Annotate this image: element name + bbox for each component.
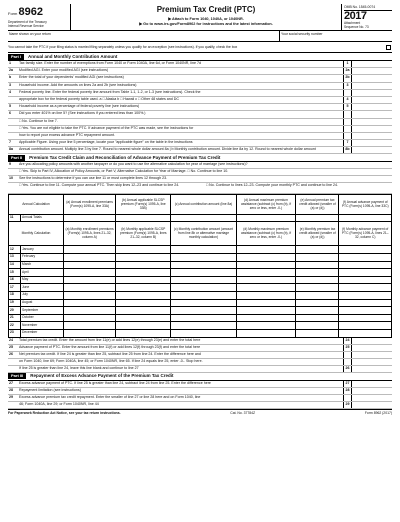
line-box-label: 25 (343, 345, 351, 351)
month-amount-cell[interactable] (64, 292, 116, 300)
form-line (8, 119, 392, 126)
attach-instruction: ▶ Attach to Form 1040, 1040A, or 1040NR. (168, 16, 244, 21)
department-label: Department of the Treasury Internal Revenue Service (8, 20, 47, 28)
annual-col-b: (b) Annual applicable SLCSP premium (Form(s) 1095-A, line 33B) (116, 195, 171, 215)
form-line (8, 345, 392, 352)
month-amount-cell[interactable] (236, 329, 296, 337)
attachment-sequence: Attachment Sequence No. 73 (344, 21, 369, 29)
part1-label: Part I (8, 54, 24, 60)
month-amount-cell[interactable] (296, 269, 339, 277)
line-amount-field[interactable] (351, 147, 392, 153)
form-page (8, 4, 392, 415)
line-amount-field[interactable] (351, 338, 392, 344)
line-text: Enter the total of your dependents' modified AGI (see instructions) (19, 75, 124, 80)
month-amount-cell[interactable] (339, 269, 392, 277)
name-ssn-row (8, 31, 392, 42)
footer-form-id: Form 8962 (2017) (364, 410, 392, 415)
line-number: 28 (9, 387, 13, 392)
month-amount-cell[interactable] (171, 314, 236, 322)
annual-col-c: (c) Annual contribution amount (line 8a) (171, 195, 236, 215)
form-line (8, 395, 392, 402)
footer-cat-number: Cat. No. 37784Z (230, 410, 256, 415)
part1-lines (8, 61, 392, 154)
notice-text: You cannot take the PTC if your filing status is married filing separately unless you qualify for an exception (see instructions). If you qualify, check the box (8, 44, 238, 49)
line-number (8, 133, 18, 139)
month-line-number: 21 (9, 314, 21, 322)
month-amount-cell[interactable] (171, 322, 236, 330)
line-text: Total premium tax credit. Enter the amount from line 11(e) or add lines 12(e) through 23(e) and enter the total here (19, 337, 201, 342)
form-line (8, 68, 392, 75)
month-amount-cell[interactable] (116, 299, 171, 307)
form-line (8, 140, 392, 147)
line-number (8, 366, 18, 372)
month-amount-cell[interactable] (171, 307, 236, 315)
month-amount-cell[interactable] (236, 307, 296, 315)
line-amount-field[interactable] (351, 381, 392, 387)
month-name: November (21, 322, 64, 330)
month-line-number: 14 (9, 261, 21, 269)
month-amount-cell[interactable] (64, 299, 116, 307)
month-line-number: 20 (9, 307, 21, 315)
monthly-col-f: (f) Monthly advance payment of PTC (Form(s) 1095-A, lines 21–32, column C) (339, 222, 392, 246)
line-text: Household income. Add the amounts on lines 2a and 2b (see instructions) (19, 82, 137, 87)
form-line (8, 90, 392, 97)
form-line (8, 75, 392, 82)
month-amount-cell[interactable] (116, 322, 171, 330)
line-number (8, 126, 18, 132)
line-text: Did you enter 401% on line 5? (See instructions if you entered less than 100%.) (19, 111, 146, 116)
footer-paperwork-notice: For Paperwork Reduction Act Notice, see your tax return instructions. (8, 410, 121, 415)
month-amount-cell[interactable] (296, 322, 339, 330)
line-box-label: 27 (343, 381, 351, 387)
month-line-number: 13 (9, 254, 21, 262)
month-amount-cell[interactable] (171, 299, 236, 307)
month-amount-cell[interactable] (236, 246, 296, 254)
annual-col-e: (e) Annual premium tax credit allowed (smaller of (a) or (d)) (296, 195, 339, 215)
month-amount-cell[interactable] (339, 307, 392, 315)
line-10: 10 See the instructions to determine if you can use line 11 or must complete lines 12 through 23. (8, 176, 392, 183)
form-word: Form (8, 11, 18, 16)
table-row (9, 329, 392, 337)
line-number (8, 119, 18, 125)
line-amount-field[interactable] (351, 402, 392, 408)
table-row (9, 284, 392, 292)
month-amount-cell[interactable] (236, 299, 296, 307)
line-text: Federal poverty line. Enter the federal poverty line amount from Table 1-1, 1-2, or 1-3 (see instructions). Check the (19, 89, 201, 94)
annual-header-row (9, 195, 392, 215)
form-line (8, 104, 392, 111)
name-field[interactable] (8, 31, 279, 41)
line-number: 3 (9, 82, 11, 87)
form-line (8, 359, 392, 366)
part3-header (8, 373, 392, 381)
part3-label: Part III (8, 373, 26, 379)
line-box-label (343, 90, 351, 96)
month-name: August (21, 299, 64, 307)
month-amount-cell[interactable] (339, 246, 392, 254)
month-line-number: 19 (9, 299, 21, 307)
annual-col-a: (a) Annual enrollment premiums (Form(s) 1095-A, line 33A) (64, 195, 116, 215)
month-line-number: 22 (9, 322, 21, 330)
line-number: 4 (9, 89, 11, 94)
line-amount-field[interactable] (351, 126, 392, 132)
goto-instruction: ▶ Go to www.irs.gov/Form8962 for instructions and the latest information. (139, 22, 273, 27)
table-row (9, 314, 392, 322)
month-amount-cell[interactable] (296, 329, 339, 337)
table-row (9, 269, 392, 277)
line-number: 25 (9, 344, 13, 349)
ssn-label: Your social security number (281, 32, 323, 36)
table-row (9, 254, 392, 262)
line-box-label (343, 359, 351, 365)
line-box-label: 7 (343, 140, 351, 146)
month-amount-cell[interactable] (296, 314, 339, 322)
month-amount-cell[interactable] (236, 254, 296, 262)
month-line-number: 15 (9, 269, 21, 277)
form-footer (8, 409, 392, 415)
line10-text: See the instructions to determine if you can use line 11 or must complete lines 12 through 23. (19, 176, 168, 181)
month-amount-cell[interactable] (296, 261, 339, 269)
line-number (8, 359, 18, 365)
line-9: 9 Are you allocating policy amounts with another taxpayer or do you want to use the alternative calculation for year of marriage (see instructions)? (8, 162, 392, 169)
line-text: appropriate box for the federal poverty table used. a □ Alaska b □ Hawaii c □ Other 48 states and DC (19, 96, 179, 101)
month-amount-cell[interactable] (339, 284, 392, 292)
annual-col-f: (f) Annual advance payment of PTC (Form(s) 1095-A, line 33C) (339, 195, 392, 215)
part3-title: Repayment of Excess Advance Payment of the Premium Tax Credit (30, 373, 174, 379)
line-amount-field[interactable] (351, 119, 392, 125)
month-amount-cell[interactable] (171, 292, 236, 300)
month-amount-cell[interactable] (116, 269, 171, 277)
form-line (8, 61, 392, 68)
monthly-col-b: (b) Monthly applicable SLCSP premium (Form(s) 1095-A, lines 21–32, column B) (116, 222, 171, 246)
month-amount-cell[interactable] (64, 276, 116, 284)
line-11-row (9, 215, 392, 222)
line-text: Annual contribution amount. Multiply line 3 by line 7. Round to nearest whole dollar amount 8a | b Monthly contribution amount. Divide line 8a by 12. Round to nearest whole dollar amount (19, 147, 316, 152)
form-line (8, 402, 392, 409)
line-text: □ No. Continue to line 7. (19, 118, 58, 123)
line-text: how to report your excess advance PTC repayment amount. (19, 132, 115, 137)
month-amount-cell[interactable] (236, 322, 296, 330)
line-number: 27 (9, 380, 13, 385)
month-amount-cell[interactable] (296, 299, 339, 307)
line-text: Tax family size. Enter the number of exemptions from Form 1040 or Form 1040A, line 6d, or Form 1040NR, line 7d (19, 61, 201, 65)
month-amount-cell[interactable] (116, 284, 171, 292)
line10-no-text: □ No. Continue to lines 12–23. Compute your monthly PTC and continue to line 24. (206, 183, 339, 188)
month-amount-cell[interactable] (296, 246, 339, 254)
line-number: 1 (9, 61, 11, 65)
month-amount-cell[interactable] (64, 246, 116, 254)
monthly-col-d: (d) Monthly maximum premium assistance (subtract (c) from (b), if zero or less, enter -0-) (236, 222, 296, 246)
line-amount-field[interactable] (351, 68, 392, 74)
form-line (8, 381, 392, 388)
month-name: June (21, 284, 64, 292)
line-amount-field[interactable] (351, 61, 392, 67)
form-title: Premium Tax Credit (PTC) (156, 5, 256, 14)
line-number: 5 (9, 104, 11, 109)
month-amount-cell[interactable] (116, 261, 171, 269)
omb-block (341, 4, 392, 30)
month-amount-cell[interactable] (116, 276, 171, 284)
month-line-number: 17 (9, 284, 21, 292)
month-amount-cell[interactable] (236, 261, 296, 269)
ssn-field[interactable] (279, 31, 392, 41)
month-amount-cell[interactable] (339, 261, 392, 269)
month-amount-cell[interactable] (64, 269, 116, 277)
part1-header (8, 53, 392, 61)
month-amount-cell[interactable] (339, 292, 392, 300)
month-line-number: 12 (9, 246, 21, 254)
line-amount-field[interactable] (351, 395, 392, 401)
line-box-label: 4 (343, 97, 351, 103)
month-amount-cell[interactable] (64, 322, 116, 330)
form-header (8, 4, 392, 31)
month-amount-cell[interactable] (64, 284, 116, 292)
table-row (9, 322, 392, 330)
line-number: 6 (9, 111, 11, 116)
line-box-label (343, 133, 351, 139)
line-text: Advance payment of PTC. Enter the amount from line 11(f) or add lines 12(f) through 23(f) and enter the total here (19, 344, 201, 349)
month-amount-cell[interactable] (64, 329, 116, 337)
month-amount-cell[interactable] (64, 314, 116, 322)
month-amount-cell[interactable] (116, 254, 171, 262)
line-amount-field[interactable] (351, 133, 392, 139)
line-text: If line 25 is greater than line 24, leave this line blank and continue to line 27 (19, 365, 139, 370)
line-text: Repayment limitation (see instructions) (19, 387, 81, 392)
form-line (8, 111, 392, 118)
line-text: Excess advance payment of PTC. If line 25 is greater than line 24, subtract line 24 from line 25. Enter the difference here (19, 380, 211, 385)
line-text: on Form 1040, line 69; Form 1040A, line 45; or Form 1040NR, line 65. If line 24 equals line 25, enter -0-. Stop here. (19, 358, 203, 363)
form-line (8, 352, 392, 359)
line-number (8, 402, 18, 408)
line-amount-field[interactable] (351, 388, 392, 394)
part2-header (8, 154, 392, 162)
line-box-label (343, 352, 351, 358)
line-number: 2a (9, 68, 13, 73)
line9-options-text: □ Yes. Skip to Part IV, Allocation of Policy Amounts, or Part V, Alternative Calculation for Year of Marriage. □ No. Continue to line 10. (19, 169, 229, 174)
line-box-label: 29 (343, 402, 351, 408)
table-row (9, 246, 392, 254)
month-amount-cell[interactable] (171, 254, 236, 262)
month-amount-cell[interactable] (339, 299, 392, 307)
month-amount-cell[interactable] (116, 307, 171, 315)
annual-calc-label: Annual Calculation (9, 195, 64, 215)
line-text: Modified AGI. Enter your modified AGI (see instructions) (19, 68, 109, 73)
line-box-label: 1 (343, 61, 351, 67)
line-amount-field[interactable] (351, 345, 392, 351)
line-box-label (343, 395, 351, 401)
exception-checkbox[interactable] (386, 45, 391, 50)
line-amount-field[interactable] (351, 104, 392, 110)
form-line (8, 147, 392, 154)
table-row (9, 276, 392, 284)
month-amount-cell[interactable] (236, 269, 296, 277)
form-line (8, 366, 392, 373)
line-text: Applicable Figure. Using your line 5 percentage, locate your "applicable figure" on the table in the instructions (19, 140, 193, 145)
month-amount-cell[interactable] (116, 314, 171, 322)
mfs-exception-notice (8, 42, 392, 53)
tax-year: 2017 (344, 10, 367, 23)
table-row (9, 261, 392, 269)
part2-tail-lines (8, 338, 392, 373)
month-name: December (21, 329, 64, 337)
form-line (8, 388, 392, 395)
line-number (8, 97, 18, 103)
monthly-col-c: (c) Monthly contribution amount (amount from line 8b or alternative marriage monthly calculation) (171, 222, 236, 246)
line-number: 7 (9, 140, 11, 145)
form-line (8, 97, 392, 104)
line-box-label: 2a (343, 68, 351, 74)
month-amount-cell[interactable] (339, 254, 392, 262)
omb-number: OMB No. 1545-0074 (344, 4, 392, 11)
month-amount-cell[interactable] (171, 261, 236, 269)
month-amount-cell[interactable] (171, 246, 236, 254)
title-block (71, 4, 341, 30)
month-amount-cell[interactable] (171, 269, 236, 277)
month-amount-cell[interactable] (64, 254, 116, 262)
form-id-block (8, 4, 71, 30)
line-number: b (9, 75, 12, 80)
line-text: □ Yes. You are not eligible to take the PTC. If advance payment of the PTC was made, see the instructions for (19, 125, 194, 130)
month-name: February (21, 254, 64, 262)
month-amount-cell[interactable] (339, 329, 392, 337)
form-line (8, 126, 392, 133)
month-amount-cell[interactable] (339, 322, 392, 330)
month-line-number: 23 (9, 329, 21, 337)
line-11-number: 11 (9, 215, 21, 222)
month-amount-cell[interactable] (296, 284, 339, 292)
line10-yes-text: □ Yes. Continue to line 11. Compute your annual PTC. Then skip lines 12–23 and continue to line 24. (19, 183, 180, 188)
month-line-number: 18 (9, 292, 21, 300)
month-amount-cell[interactable] (116, 329, 171, 337)
month-amount-cell[interactable] (296, 276, 339, 284)
line-box-label: 28 (343, 388, 351, 394)
part2-title: Premium Tax Credit Claim and Reconciliation of Advance Payment of Premium Tax Credit (29, 155, 221, 161)
line-number: 24 (9, 337, 13, 342)
part1-title: Annual and Monthly Contribution Amount (28, 53, 118, 59)
line-10-options[interactable] (8, 183, 392, 194)
month-name: October (21, 314, 64, 322)
line-amount-field[interactable] (351, 75, 392, 81)
line-text: Household income as a percentage of federal poverty line (see instructions) (19, 104, 140, 109)
month-amount-cell[interactable] (236, 276, 296, 284)
monthly-header-row (9, 222, 392, 246)
line9-text: Are you allocating policy amounts with another taxpayer or do you want to use the alternative calculation for year of marriage (see instructions)? (19, 162, 248, 167)
monthly-col-a: (a) Monthly enrollment premiums (Form(s) 1095-A, lines 21–32, column A) (64, 222, 116, 246)
annual-col-d: (d) Annual maximum premium assistance (subtract (c) from (b), if zero or less, enter -0-) (236, 195, 296, 215)
form-number: 8962 (18, 6, 43, 18)
line-9-options[interactable] (8, 169, 392, 176)
line-amount-field[interactable] (351, 111, 392, 117)
line-box-label: 3 (343, 83, 351, 89)
month-name: March (21, 261, 64, 269)
line-amount-field[interactable] (351, 366, 392, 372)
form-line (8, 133, 392, 140)
month-amount-cell[interactable] (171, 276, 236, 284)
line-amount-field[interactable] (351, 97, 392, 103)
month-rows (9, 246, 392, 337)
part3-lines (8, 381, 392, 409)
month-name: January (21, 246, 64, 254)
line-box-label: 5 (343, 104, 351, 110)
month-name: May (21, 276, 64, 284)
table-row (9, 307, 392, 315)
month-amount-cell[interactable] (64, 307, 116, 315)
form-line (8, 338, 392, 345)
line-text: Net premium tax credit. If line 24 is greater than line 25, subtract line 25 from line 24. Enter the difference here and (19, 351, 201, 356)
month-amount-cell[interactable] (339, 314, 392, 322)
month-amount-cell[interactable] (236, 314, 296, 322)
month-name: September (21, 307, 64, 315)
monthly-calc-label: Monthly Calculation (9, 222, 64, 246)
line-amount-field[interactable] (351, 140, 392, 146)
line-box-label: 8b (343, 147, 351, 153)
month-amount-cell[interactable] (236, 284, 296, 292)
month-amount-cell[interactable] (236, 292, 296, 300)
line-amount-field[interactable] (351, 90, 392, 96)
line-box-label (343, 126, 351, 132)
line-number: 26 (9, 351, 13, 356)
line-number: 29 (9, 394, 13, 399)
form-line (8, 83, 392, 90)
part2-label: Part II (8, 155, 25, 161)
month-name: April (21, 269, 64, 277)
line-11-label: Annual Totals (21, 215, 64, 222)
table-row (9, 299, 392, 307)
table-row (9, 292, 392, 300)
month-amount-cell[interactable] (171, 284, 236, 292)
month-amount-cell[interactable] (116, 292, 171, 300)
line-box-label (343, 111, 351, 117)
line-box-label (343, 119, 351, 125)
ptc-calculation-table (8, 194, 392, 337)
month-name: July (21, 292, 64, 300)
line-number: 8a (9, 147, 13, 152)
name-label: Name shown on your return (9, 32, 51, 36)
month-amount-cell[interactable] (296, 307, 339, 315)
month-amount-cell[interactable] (64, 261, 116, 269)
line-amount-field[interactable] (351, 352, 392, 358)
month-amount-cell[interactable] (116, 246, 171, 254)
month-line-number: 16 (9, 276, 21, 284)
month-amount-cell[interactable] (171, 329, 236, 337)
month-amount-cell[interactable] (296, 254, 339, 262)
line-amount-field[interactable] (351, 83, 392, 89)
line-box-label: 26 (343, 366, 351, 372)
month-amount-cell[interactable] (296, 292, 339, 300)
line-box-label: 24 (343, 338, 351, 344)
month-amount-cell[interactable] (339, 276, 392, 284)
line-amount-field[interactable] (351, 359, 392, 365)
monthly-col-e: (e) Monthly premium tax credit allowed (smaller of (a) or (d)) (296, 222, 339, 246)
line-text: 46; Form 1040A, line 29; or Form 1040NR, line 44 (19, 401, 99, 406)
line-text: Excess advance premium tax credit repayment. Enter the smaller of line 27 or line 28 here and on Form 1040, line (19, 394, 201, 399)
line-box-label: 2b (343, 75, 351, 81)
